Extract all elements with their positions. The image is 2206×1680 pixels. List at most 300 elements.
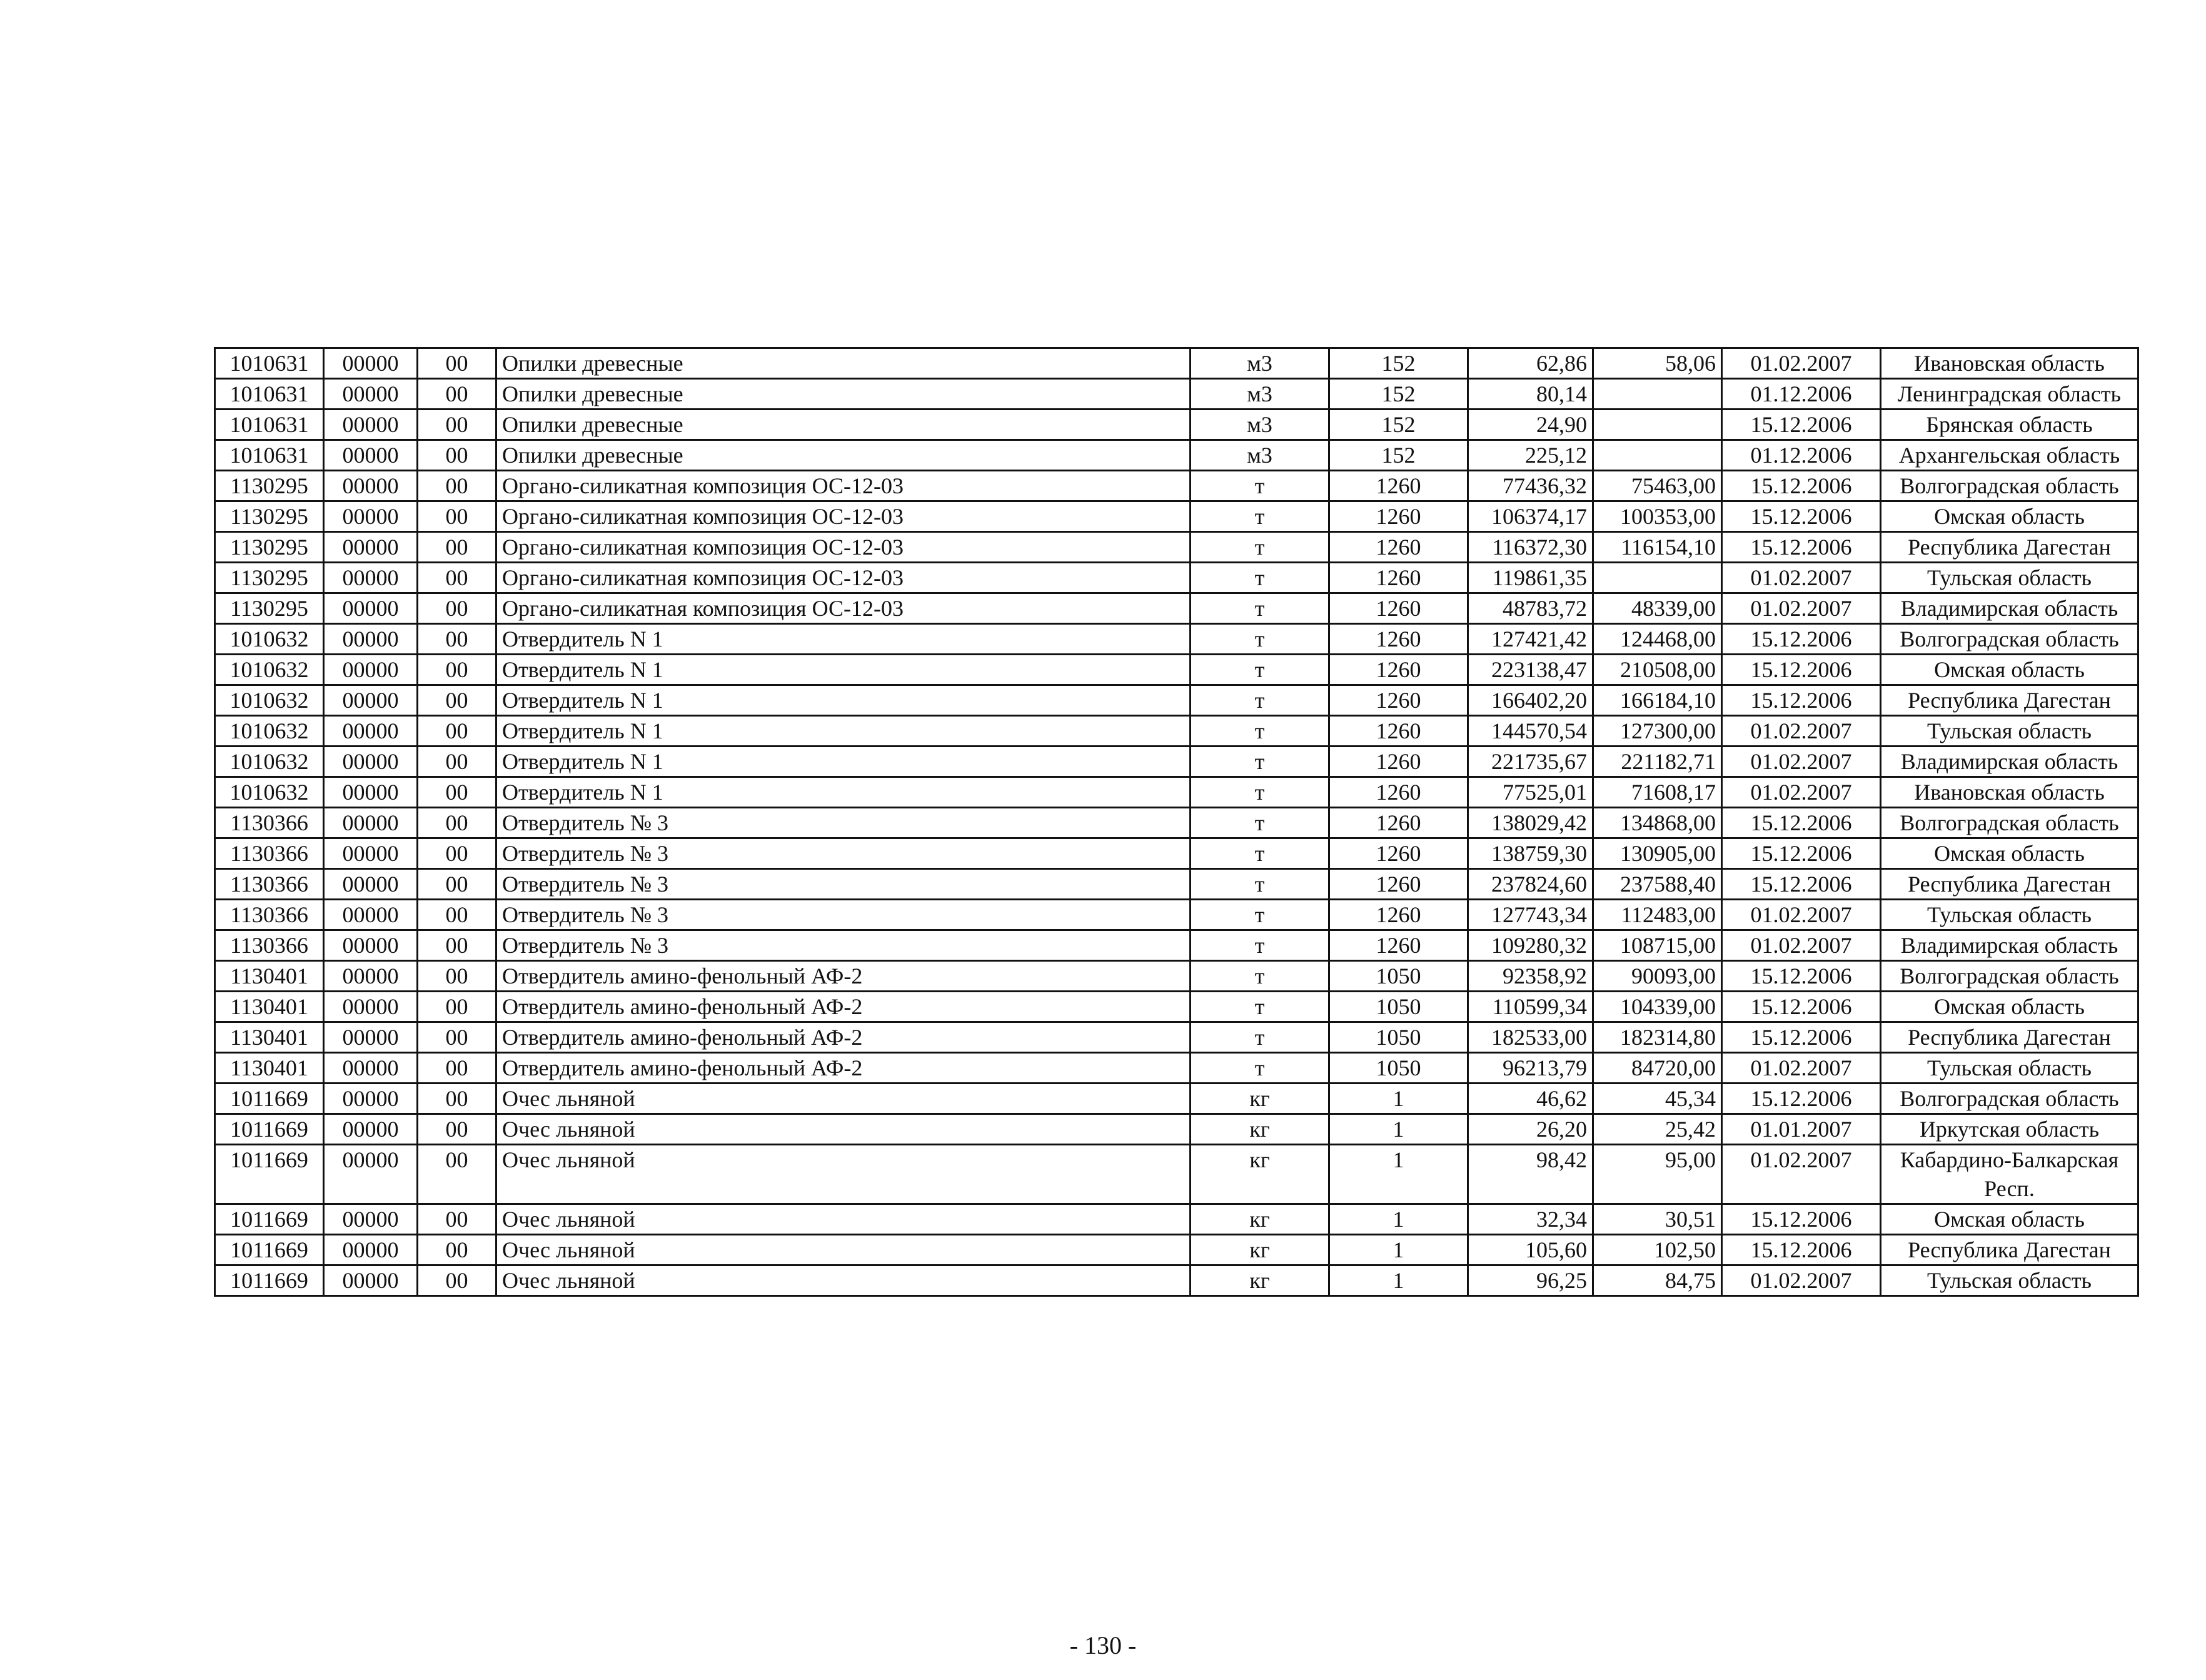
- table-row: [215, 716, 2138, 747]
- cell-price-1: 223138,47: [1468, 655, 1593, 685]
- cell-region: Волгоградская область: [1881, 1084, 2138, 1114]
- cell-price-2: 48339,00: [1593, 593, 1722, 624]
- cell-subcode: 00000: [324, 992, 418, 1022]
- cell-name: Органо-силикатная композиция ОС-12-03: [496, 471, 1191, 501]
- cell-coefficient: 152: [1329, 348, 1468, 379]
- cell-coefficient: 1260: [1329, 716, 1468, 747]
- cell-subcode: 00000: [324, 869, 418, 900]
- cell-subcode: 00000: [324, 655, 418, 685]
- cell-price-1: 138029,42: [1468, 808, 1593, 838]
- cell-region: Волгоградская область: [1881, 961, 2138, 992]
- cell-date: 01.02.2007: [1722, 348, 1881, 379]
- cell-price-1: 110599,34: [1468, 992, 1593, 1022]
- cell-region: Тульская область: [1881, 1265, 2138, 1296]
- cell-ext: 00: [418, 1265, 496, 1296]
- cell-price-1: 96213,79: [1468, 1053, 1593, 1084]
- cell-date: 15.12.2006: [1722, 1084, 1881, 1114]
- table-row: [215, 1022, 2138, 1053]
- cell-subcode: 00000: [324, 1053, 418, 1084]
- cell-code: 1130295: [215, 593, 324, 624]
- cell-price-1: 106374,17: [1468, 501, 1593, 532]
- cell-unit: т: [1191, 501, 1329, 532]
- cell-ext: 00: [418, 869, 496, 900]
- cell-date: 15.12.2006: [1722, 655, 1881, 685]
- cell-unit: т: [1191, 777, 1329, 808]
- cell-name: Очес льняной: [496, 1084, 1191, 1114]
- cell-unit: т: [1191, 563, 1329, 593]
- cell-region: Кабардино-Балкарская Респ.: [1881, 1145, 2138, 1204]
- cell-coefficient: 1050: [1329, 992, 1468, 1022]
- cell-ext: 00: [418, 930, 496, 961]
- cell-unit: т: [1191, 593, 1329, 624]
- cell-unit: т: [1191, 838, 1329, 869]
- cell-subcode: 00000: [324, 1204, 418, 1235]
- cell-date: 01.01.2007: [1722, 1114, 1881, 1145]
- cell-date: 15.12.2006: [1722, 1022, 1881, 1053]
- cell-price-2: 210508,00: [1593, 655, 1722, 685]
- cell-name: Органо-силикатная композиция ОС-12-03: [496, 563, 1191, 593]
- cell-price-1: 144570,54: [1468, 716, 1593, 747]
- cell-name: Отвердитель амино-фенольный АФ-2: [496, 1022, 1191, 1053]
- cell-price-1: 48783,72: [1468, 593, 1593, 624]
- cell-price-2: 102,50: [1593, 1235, 1722, 1265]
- table-row: [215, 501, 2138, 532]
- cell-region: Омская область: [1881, 992, 2138, 1022]
- cell-region: Иркутская область: [1881, 1114, 2138, 1145]
- cell-region: Республика Дагестан: [1881, 869, 2138, 900]
- cell-price-1: 62,86: [1468, 348, 1593, 379]
- cell-code: 1010631: [215, 440, 324, 471]
- cell-region: Омская область: [1881, 501, 2138, 532]
- cell-price-1: 77525,01: [1468, 777, 1593, 808]
- cell-price-2: 112483,00: [1593, 900, 1722, 930]
- cell-price-1: 105,60: [1468, 1235, 1593, 1265]
- cell-code: 1130295: [215, 563, 324, 593]
- cell-price-1: 80,14: [1468, 379, 1593, 410]
- table-row: [215, 777, 2138, 808]
- cell-subcode: 00000: [324, 747, 418, 777]
- cell-ext: 00: [418, 563, 496, 593]
- cell-code: 1130295: [215, 501, 324, 532]
- cell-region: Волгоградская область: [1881, 808, 2138, 838]
- cell-price-1: 46,62: [1468, 1084, 1593, 1114]
- cell-ext: 00: [418, 1145, 496, 1204]
- cell-region: Республика Дагестан: [1881, 1022, 2138, 1053]
- cell-coefficient: 1260: [1329, 777, 1468, 808]
- cell-date: 15.12.2006: [1722, 869, 1881, 900]
- cell-name: Очес льняной: [496, 1114, 1191, 1145]
- cell-region: Республика Дагестан: [1881, 685, 2138, 716]
- cell-unit: м3: [1191, 348, 1329, 379]
- cell-subcode: 00000: [324, 1235, 418, 1265]
- cell-date: 01.02.2007: [1722, 593, 1881, 624]
- cell-code: 1130366: [215, 838, 324, 869]
- cell-subcode: 00000: [324, 1022, 418, 1053]
- cell-ext: 00: [418, 1084, 496, 1114]
- cell-unit: т: [1191, 808, 1329, 838]
- cell-ext: 00: [418, 624, 496, 655]
- cell-unit: т: [1191, 532, 1329, 563]
- cell-name: Органо-силикатная композиция ОС-12-03: [496, 593, 1191, 624]
- cell-price-1: 237824,60: [1468, 869, 1593, 900]
- cell-price-2: 127300,00: [1593, 716, 1722, 747]
- cell-ext: 00: [418, 655, 496, 685]
- cell-region: Ивановская область: [1881, 777, 2138, 808]
- cell-code: 1011669: [215, 1235, 324, 1265]
- cell-coefficient: 1260: [1329, 747, 1468, 777]
- cell-price-2: 116154,10: [1593, 532, 1722, 563]
- cell-ext: 00: [418, 716, 496, 747]
- table-row: [215, 930, 2138, 961]
- cell-region: Владимирская область: [1881, 747, 2138, 777]
- cell-coefficient: 152: [1329, 440, 1468, 471]
- cell-code: 1010631: [215, 379, 324, 410]
- table-row: [215, 1265, 2138, 1296]
- cell-coefficient: 1050: [1329, 1022, 1468, 1053]
- cell-unit: т: [1191, 747, 1329, 777]
- table-row: [215, 1084, 2138, 1114]
- cell-ext: 00: [418, 532, 496, 563]
- cell-subcode: 00000: [324, 379, 418, 410]
- cell-price-1: 225,12: [1468, 440, 1593, 471]
- cell-region: Республика Дагестан: [1881, 1235, 2138, 1265]
- cell-date: 01.02.2007: [1722, 716, 1881, 747]
- cell-date: 01.02.2007: [1722, 930, 1881, 961]
- cell-price-2: 58,06: [1593, 348, 1722, 379]
- cell-name: Органо-силикатная композиция ОС-12-03: [496, 501, 1191, 532]
- cell-price-2: [1593, 440, 1722, 471]
- cell-name: Отвердитель № 3: [496, 838, 1191, 869]
- cell-price-1: 221735,67: [1468, 747, 1593, 777]
- cell-code: 1130401: [215, 1022, 324, 1053]
- table-row: [215, 379, 2138, 410]
- cell-date: 15.12.2006: [1722, 808, 1881, 838]
- cell-date: 01.02.2007: [1722, 563, 1881, 593]
- cell-coefficient: 1260: [1329, 900, 1468, 930]
- table-row: [215, 624, 2138, 655]
- cell-region: Брянская область: [1881, 410, 2138, 440]
- cell-date: 15.12.2006: [1722, 410, 1881, 440]
- cell-name: Органо-силикатная композиция ОС-12-03: [496, 532, 1191, 563]
- cell-date: 15.12.2006: [1722, 961, 1881, 992]
- cell-region: Ивановская область: [1881, 348, 2138, 379]
- table-row: [215, 900, 2138, 930]
- cell-ext: 00: [418, 1114, 496, 1145]
- price-table-container: [214, 347, 2137, 1297]
- cell-region: Тульская область: [1881, 563, 2138, 593]
- cell-region: Омская область: [1881, 1204, 2138, 1235]
- table-row: [215, 747, 2138, 777]
- cell-price-1: 127743,34: [1468, 900, 1593, 930]
- cell-date: 01.02.2007: [1722, 1265, 1881, 1296]
- cell-region: Волгоградская область: [1881, 471, 2138, 501]
- cell-name: Очес льняной: [496, 1265, 1191, 1296]
- cell-name: Отвердитель N 1: [496, 777, 1191, 808]
- cell-code: 1010632: [215, 777, 324, 808]
- cell-coefficient: 1: [1329, 1204, 1468, 1235]
- cell-name: Отвердитель N 1: [496, 655, 1191, 685]
- cell-ext: 00: [418, 961, 496, 992]
- cell-price-2: 166184,10: [1593, 685, 1722, 716]
- cell-code: 1011669: [215, 1145, 324, 1204]
- cell-subcode: 00000: [324, 532, 418, 563]
- cell-region: Владимирская область: [1881, 930, 2138, 961]
- cell-subcode: 00000: [324, 685, 418, 716]
- cell-subcode: 00000: [324, 838, 418, 869]
- cell-name: Опилки древесные: [496, 379, 1191, 410]
- cell-price-2: [1593, 379, 1722, 410]
- table-row: [215, 1235, 2138, 1265]
- cell-region: Тульская область: [1881, 900, 2138, 930]
- cell-ext: 00: [418, 379, 496, 410]
- cell-code: 1010632: [215, 685, 324, 716]
- cell-date: 15.12.2006: [1722, 532, 1881, 563]
- cell-coefficient: 1260: [1329, 563, 1468, 593]
- table-row: [215, 440, 2138, 471]
- table-row: [215, 655, 2138, 685]
- cell-subcode: 00000: [324, 1265, 418, 1296]
- cell-ext: 00: [418, 900, 496, 930]
- cell-ext: 00: [418, 992, 496, 1022]
- cell-ext: 00: [418, 1235, 496, 1265]
- cell-subcode: 00000: [324, 410, 418, 440]
- cell-coefficient: 1050: [1329, 1053, 1468, 1084]
- cell-price-1: 24,90: [1468, 410, 1593, 440]
- cell-coefficient: 152: [1329, 410, 1468, 440]
- cell-code: 1130366: [215, 900, 324, 930]
- cell-subcode: 00000: [324, 1145, 418, 1204]
- cell-region: Волгоградская область: [1881, 624, 2138, 655]
- cell-date: 15.12.2006: [1722, 685, 1881, 716]
- table-row: [215, 532, 2138, 563]
- cell-price-2: [1593, 563, 1722, 593]
- table-row: [215, 961, 2138, 992]
- cell-name: Отвердитель амино-фенольный АФ-2: [496, 961, 1191, 992]
- cell-ext: 00: [418, 1204, 496, 1235]
- cell-region: Омская область: [1881, 838, 2138, 869]
- cell-date: 15.12.2006: [1722, 471, 1881, 501]
- cell-name: Отвердитель N 1: [496, 747, 1191, 777]
- cell-name: Отвердитель N 1: [496, 685, 1191, 716]
- page-number: - 130 -: [1069, 1631, 1137, 1659]
- cell-subcode: 00000: [324, 716, 418, 747]
- cell-unit: т: [1191, 685, 1329, 716]
- cell-region: Республика Дагестан: [1881, 532, 2138, 563]
- cell-name: Отвердитель № 3: [496, 900, 1191, 930]
- cell-subcode: 00000: [324, 348, 418, 379]
- cell-unit: т: [1191, 624, 1329, 655]
- cell-name: Отвердитель № 3: [496, 930, 1191, 961]
- cell-coefficient: 1: [1329, 1084, 1468, 1114]
- cell-ext: 00: [418, 808, 496, 838]
- cell-region: Архангельская область: [1881, 440, 2138, 471]
- cell-ext: 00: [418, 747, 496, 777]
- cell-subcode: 00000: [324, 501, 418, 532]
- cell-date: 15.12.2006: [1722, 1204, 1881, 1235]
- cell-price-1: 109280,32: [1468, 930, 1593, 961]
- cell-price-2: 95,00: [1593, 1145, 1722, 1204]
- cell-unit: т: [1191, 1022, 1329, 1053]
- cell-unit: т: [1191, 716, 1329, 747]
- cell-code: 1010632: [215, 747, 324, 777]
- cell-name: Опилки древесные: [496, 410, 1191, 440]
- cell-coefficient: 1: [1329, 1145, 1468, 1204]
- cell-price-1: 77436,32: [1468, 471, 1593, 501]
- cell-subcode: 00000: [324, 563, 418, 593]
- cell-unit: м3: [1191, 410, 1329, 440]
- cell-unit: т: [1191, 1053, 1329, 1084]
- cell-coefficient: 1260: [1329, 930, 1468, 961]
- table-row: [215, 471, 2138, 501]
- cell-date: 15.12.2006: [1722, 992, 1881, 1022]
- cell-unit: м3: [1191, 440, 1329, 471]
- cell-unit: кг: [1191, 1084, 1329, 1114]
- cell-coefficient: 1260: [1329, 808, 1468, 838]
- cell-ext: 00: [418, 593, 496, 624]
- cell-ext: 00: [418, 838, 496, 869]
- cell-price-2: 108715,00: [1593, 930, 1722, 961]
- cell-name: Очес льняной: [496, 1145, 1191, 1204]
- cell-name: Опилки древесные: [496, 348, 1191, 379]
- cell-price-2: 90093,00: [1593, 961, 1722, 992]
- cell-price-2: 30,51: [1593, 1204, 1722, 1235]
- cell-price-2: 134868,00: [1593, 808, 1722, 838]
- cell-subcode: 00000: [324, 593, 418, 624]
- cell-code: 1010632: [215, 624, 324, 655]
- cell-region: Тульская область: [1881, 1053, 2138, 1084]
- cell-coefficient: 1260: [1329, 593, 1468, 624]
- cell-name: Очес льняной: [496, 1204, 1191, 1235]
- cell-coefficient: 1260: [1329, 685, 1468, 716]
- cell-ext: 00: [418, 471, 496, 501]
- cell-price-2: 237588,40: [1593, 869, 1722, 900]
- cell-price-2: 100353,00: [1593, 501, 1722, 532]
- cell-coefficient: 1: [1329, 1265, 1468, 1296]
- cell-price-2: 182314,80: [1593, 1022, 1722, 1053]
- cell-subcode: 00000: [324, 930, 418, 961]
- table-row: [215, 808, 2138, 838]
- cell-unit: т: [1191, 900, 1329, 930]
- cell-unit: т: [1191, 992, 1329, 1022]
- cell-unit: м3: [1191, 379, 1329, 410]
- cell-price-2: 221182,71: [1593, 747, 1722, 777]
- cell-code: 1130295: [215, 471, 324, 501]
- cell-coefficient: 1: [1329, 1114, 1468, 1145]
- cell-code: 1011669: [215, 1204, 324, 1235]
- table-row: [215, 1053, 2138, 1084]
- cell-code: 1010631: [215, 410, 324, 440]
- cell-region: Ленинградская область: [1881, 379, 2138, 410]
- cell-coefficient: 1260: [1329, 838, 1468, 869]
- cell-date: 01.02.2007: [1722, 1145, 1881, 1204]
- table-row: [215, 1204, 2138, 1235]
- cell-date: 01.02.2007: [1722, 1053, 1881, 1084]
- table-row: [215, 348, 2138, 379]
- cell-region: Тульская область: [1881, 716, 2138, 747]
- cell-price-2: 84,75: [1593, 1265, 1722, 1296]
- cell-coefficient: 1260: [1329, 624, 1468, 655]
- cell-name: Отвердитель № 3: [496, 808, 1191, 838]
- table-row: [215, 869, 2138, 900]
- cell-subcode: 00000: [324, 471, 418, 501]
- cell-date: 01.12.2006: [1722, 440, 1881, 471]
- cell-price-2: 124468,00: [1593, 624, 1722, 655]
- cell-code: 1010632: [215, 655, 324, 685]
- cell-code: 1011669: [215, 1114, 324, 1145]
- cell-subcode: 00000: [324, 624, 418, 655]
- cell-code: 1130401: [215, 961, 324, 992]
- table-row: [215, 593, 2138, 624]
- cell-coefficient: 1260: [1329, 501, 1468, 532]
- cell-date: 15.12.2006: [1722, 1235, 1881, 1265]
- cell-code: 1130401: [215, 992, 324, 1022]
- cell-ext: 00: [418, 410, 496, 440]
- cell-ext: 00: [418, 1022, 496, 1053]
- cell-region: Омская область: [1881, 655, 2138, 685]
- table-body: [215, 348, 2138, 1296]
- cell-coefficient: 1260: [1329, 869, 1468, 900]
- cell-coefficient: 152: [1329, 379, 1468, 410]
- cell-code: 1130401: [215, 1053, 324, 1084]
- cell-unit: кг: [1191, 1204, 1329, 1235]
- cell-code: 1010631: [215, 348, 324, 379]
- cell-coefficient: 1260: [1329, 532, 1468, 563]
- cell-unit: т: [1191, 930, 1329, 961]
- cell-name: Отвердитель амино-фенольный АФ-2: [496, 992, 1191, 1022]
- cell-code: 1130366: [215, 808, 324, 838]
- cell-unit: кг: [1191, 1235, 1329, 1265]
- cell-ext: 00: [418, 501, 496, 532]
- cell-subcode: 00000: [324, 808, 418, 838]
- cell-unit: кг: [1191, 1114, 1329, 1145]
- cell-unit: т: [1191, 655, 1329, 685]
- cell-unit: т: [1191, 869, 1329, 900]
- cell-ext: 00: [418, 777, 496, 808]
- cell-name: Отвердитель N 1: [496, 716, 1191, 747]
- cell-subcode: 00000: [324, 1084, 418, 1114]
- cell-ext: 00: [418, 1053, 496, 1084]
- cell-date: 15.12.2006: [1722, 624, 1881, 655]
- cell-code: 1010632: [215, 716, 324, 747]
- cell-name: Отвердитель N 1: [496, 624, 1191, 655]
- cell-ext: 00: [418, 348, 496, 379]
- cell-price-2: 75463,00: [1593, 471, 1722, 501]
- cell-coefficient: 1050: [1329, 961, 1468, 992]
- cell-price-1: 127421,42: [1468, 624, 1593, 655]
- table-row: [215, 992, 2138, 1022]
- cell-name: Опилки древесные: [496, 440, 1191, 471]
- cell-coefficient: 1260: [1329, 471, 1468, 501]
- table-row: [215, 563, 2138, 593]
- cell-name: Отвердитель амино-фенольный АФ-2: [496, 1053, 1191, 1084]
- cell-name: Очес льняной: [496, 1235, 1191, 1265]
- cell-price-1: 92358,92: [1468, 961, 1593, 992]
- cell-price-1: 32,34: [1468, 1204, 1593, 1235]
- table-row: [215, 685, 2138, 716]
- cell-subcode: 00000: [324, 900, 418, 930]
- cell-name: Отвердитель № 3: [496, 869, 1191, 900]
- cell-subcode: 00000: [324, 440, 418, 471]
- cell-price-2: 130905,00: [1593, 838, 1722, 869]
- cell-date: 01.12.2006: [1722, 379, 1881, 410]
- cell-price-1: 116372,30: [1468, 532, 1593, 563]
- price-table: [214, 347, 2139, 1297]
- cell-price-2: 84720,00: [1593, 1053, 1722, 1084]
- cell-price-1: 26,20: [1468, 1114, 1593, 1145]
- cell-coefficient: 1260: [1329, 655, 1468, 685]
- cell-code: 1011669: [215, 1265, 324, 1296]
- cell-price-2: 104339,00: [1593, 992, 1722, 1022]
